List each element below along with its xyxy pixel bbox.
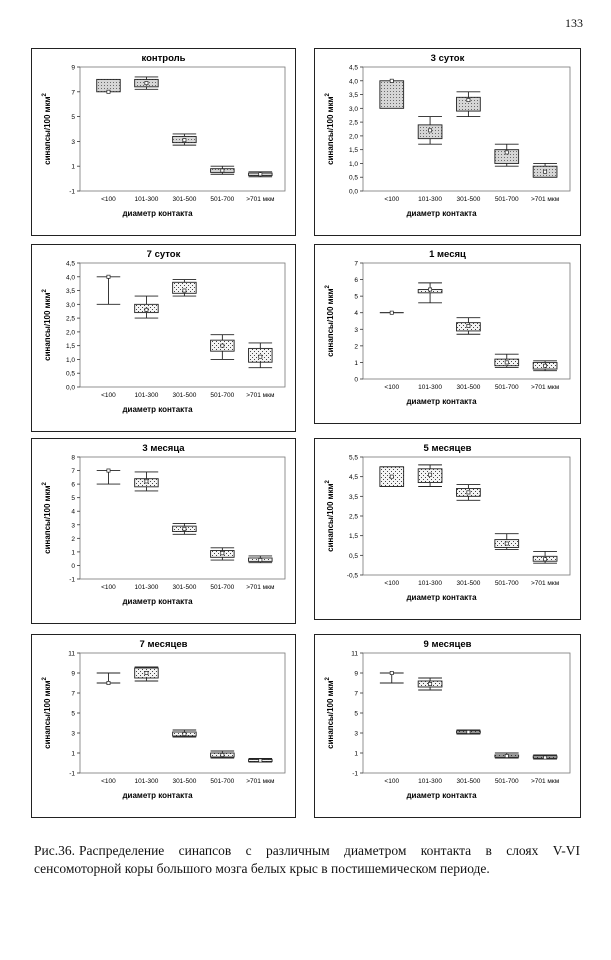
box-301-500	[457, 318, 481, 335]
box-100	[380, 79, 404, 108]
y-tick-label: 5	[354, 293, 358, 301]
y-tick-label: 7	[71, 468, 75, 476]
chart-title: контроль	[141, 53, 186, 64]
y-tick-label: 1,5	[348, 533, 358, 541]
median-marker	[145, 82, 148, 85]
y-tick-label: -1	[69, 576, 75, 584]
y-tick-label: 2	[71, 535, 75, 543]
median-marker	[390, 475, 393, 478]
box-501-700	[495, 144, 519, 166]
y-tick-label: 2,0	[65, 329, 75, 337]
x-tick-label: >701 мкм	[246, 392, 275, 399]
chart-title: 1 месяц	[429, 249, 466, 260]
x-axis-label: диаметр контакта	[122, 405, 193, 414]
y-tick-label: -1	[69, 770, 75, 778]
y-tick-label: 3,0	[65, 301, 75, 309]
y-tick-label: 4,0	[65, 274, 75, 282]
y-tick-label: 5,5	[348, 454, 358, 462]
chart-svg-4	[32, 439, 295, 623]
y-tick-label: 9	[71, 670, 75, 678]
x-tick-label: 101-300	[134, 584, 159, 591]
box-701-мкм	[533, 551, 557, 563]
y-tick-label: 1,5	[65, 343, 75, 351]
y-tick-label: 6	[71, 481, 75, 489]
median-marker	[107, 275, 110, 278]
median-marker	[467, 491, 470, 494]
y-tick-label: 7	[354, 690, 358, 698]
y-tick-label: -1	[352, 770, 358, 778]
chart-title: 3 суток	[430, 53, 465, 64]
chart-svg-2	[32, 245, 295, 431]
x-tick-label: >701 мкм	[246, 778, 275, 785]
y-axis-label: синапсы/100 мкм$^2$	[42, 289, 52, 361]
x-tick-label: 301-500	[456, 384, 481, 391]
y-axis-label: синапсы/100 мкм$^2$	[325, 480, 335, 552]
y-tick-label: 7	[71, 690, 75, 698]
median-marker	[543, 756, 546, 759]
box-101-300	[418, 678, 442, 690]
median-marker	[145, 671, 148, 674]
x-axis-label: диаметр контакта	[406, 397, 477, 406]
y-tick-label: 0,5	[348, 174, 358, 182]
box-100	[97, 79, 121, 93]
box-100	[97, 673, 121, 685]
y-tick-label: 3	[354, 730, 358, 738]
y-tick-label: 8	[71, 454, 75, 462]
y-axis-label-superscript: 2	[325, 93, 331, 97]
y-tick-label: 0,5	[348, 552, 358, 560]
box-100	[97, 275, 121, 304]
x-tick-label: 501-700	[210, 196, 235, 203]
y-axis-label-superscript: 2	[325, 285, 331, 289]
x-tick-label: 101-300	[418, 384, 443, 391]
y-tick-label: 1	[71, 750, 75, 758]
x-tick-label: 101-300	[418, 580, 443, 587]
median-marker	[145, 480, 148, 483]
figure-caption	[34, 842, 580, 878]
chart-svg-7	[315, 635, 580, 817]
x-tick-label: <100	[384, 580, 400, 587]
y-tick-label: 5	[71, 114, 75, 122]
x-tick-label: <100	[384, 778, 400, 785]
plot-frame	[80, 653, 285, 773]
median-marker	[183, 139, 186, 142]
x-tick-label: 101-300	[134, 778, 159, 785]
x-tick-label: 501-700	[494, 778, 519, 785]
box-701-мкм	[533, 755, 557, 759]
x-tick-label: 101-300	[418, 778, 443, 785]
median-marker	[505, 754, 508, 757]
y-tick-label: 1	[354, 359, 358, 367]
x-tick-label: 501-700	[494, 384, 519, 391]
y-tick-label: 2,5	[348, 513, 358, 521]
plot-frame	[80, 263, 285, 387]
x-tick-label: 301-500	[172, 778, 197, 785]
y-tick-label: 1,0	[65, 356, 75, 364]
chart-title: 5 месяцев	[423, 443, 472, 454]
chart-panel-9-months	[314, 634, 581, 818]
x-tick-label: >701 мкм	[530, 196, 560, 203]
y-axis-label: синапсы/100 мкм$^2$	[42, 93, 52, 165]
median-marker	[183, 289, 186, 292]
median-marker	[505, 542, 508, 545]
y-tick-label: 4,5	[348, 64, 358, 72]
y-tick-label: 0	[354, 376, 358, 384]
median-marker	[390, 311, 393, 314]
y-tick-label: 7	[71, 89, 75, 97]
y-tick-label: 6	[354, 277, 358, 285]
box-100	[97, 469, 121, 484]
box-701-мкм	[249, 172, 273, 177]
x-axis-label: диаметр контакта	[122, 597, 193, 606]
y-tick-label: 4,5	[65, 260, 75, 268]
box-501-700	[211, 335, 235, 360]
median-marker	[428, 129, 431, 132]
y-tick-label: -0,5	[346, 572, 358, 580]
chart-title: 9 месяцев	[423, 639, 472, 650]
y-tick-label: 9	[71, 64, 75, 72]
median-marker	[467, 324, 470, 327]
box-701-мкм	[249, 556, 273, 563]
figure-label: Рис.36.	[34, 843, 75, 858]
median-marker	[259, 558, 262, 561]
y-tick-label: 1	[71, 163, 75, 171]
x-tick-label: 301-500	[172, 392, 197, 399]
x-tick-label: 301-500	[456, 580, 481, 587]
median-marker	[259, 759, 262, 762]
x-tick-label: >701 мкм	[530, 778, 560, 785]
x-tick-label: 301-500	[456, 196, 481, 203]
x-tick-label: <100	[101, 196, 116, 203]
y-axis-label-superscript: 2	[42, 482, 48, 486]
y-axis-label-superscript: 2	[42, 289, 48, 293]
figure-caption-text: Распределение синапсов с различным диаметром контакта в слоях V-VI сенсомоторной коры большого мозга белых крыс в постишемическом периоде.	[34, 843, 580, 876]
y-tick-label: 1	[71, 549, 75, 557]
x-tick-label: <100	[101, 584, 116, 591]
page-number: 133	[565, 16, 583, 30]
y-tick-label: 4,0	[348, 78, 358, 86]
chart-panel-7-days	[31, 244, 296, 432]
box-301-500	[457, 485, 481, 501]
y-tick-label: 1	[354, 750, 358, 758]
box-301-500	[457, 730, 481, 734]
box-301-500	[173, 134, 197, 145]
median-marker	[390, 671, 393, 674]
y-axis-label: синапсы/100 мкм$^2$	[42, 482, 52, 554]
x-axis-label: диаметр контакта	[122, 209, 193, 218]
x-axis-label: диаметр контакта	[122, 791, 193, 800]
median-marker	[183, 732, 186, 735]
box-701-мкм	[533, 163, 557, 177]
x-tick-label: 301-500	[456, 778, 481, 785]
y-tick-label: 2,5	[348, 119, 358, 127]
y-tick-label: 4	[71, 508, 75, 516]
chart-panel-3-days	[314, 48, 581, 236]
box-301-500	[173, 523, 197, 534]
x-axis-label: диаметр контакта	[406, 209, 477, 218]
median-marker	[259, 355, 262, 358]
y-tick-label: 3,0	[348, 105, 358, 113]
y-tick-label: 5	[71, 710, 75, 718]
y-tick-label: 3	[354, 326, 358, 334]
x-tick-label: 101-300	[134, 196, 159, 203]
y-tick-label: 1,0	[348, 160, 358, 168]
median-marker	[543, 364, 546, 367]
chart-panel-3-months	[31, 438, 296, 624]
chart-svg-3	[315, 245, 580, 423]
y-tick-label: 0,5	[65, 370, 75, 378]
y-axis-label-superscript: 2	[42, 677, 48, 681]
x-tick-label: 301-500	[172, 584, 197, 591]
y-tick-label: -1	[69, 188, 75, 196]
y-tick-label: 5	[354, 710, 358, 718]
chart-title: 7 месяцев	[139, 639, 188, 650]
box-101-300	[418, 283, 442, 303]
y-axis-label-superscript: 2	[325, 677, 331, 681]
x-tick-label: >701 мкм	[530, 384, 560, 391]
chart-svg-6	[32, 635, 295, 817]
y-tick-label: 11	[68, 650, 75, 658]
chart-panel-5-months	[314, 438, 581, 620]
x-tick-label: 501-700	[494, 580, 519, 587]
chart-svg-0	[32, 49, 295, 235]
y-tick-label: 3	[71, 730, 75, 738]
y-axis-label: синапсы/100 мкм$^2$	[42, 677, 52, 749]
y-tick-label: 4	[354, 310, 358, 318]
y-tick-label: 0,0	[348, 188, 358, 196]
chart-title: 3 месяца	[142, 443, 185, 454]
box-101-300	[135, 77, 159, 89]
x-tick-label: <100	[101, 392, 116, 399]
y-tick-label: 3	[71, 522, 75, 530]
y-tick-label: 1,5	[348, 147, 358, 155]
box-501-700	[495, 354, 519, 367]
box-301-500	[173, 280, 197, 297]
median-marker	[428, 288, 431, 291]
box-100	[380, 467, 404, 487]
box-501-700	[211, 166, 235, 174]
median-marker	[107, 681, 110, 684]
box-701-мкм	[249, 343, 273, 368]
median-marker	[505, 151, 508, 154]
x-axis-label: диаметр контакта	[406, 791, 477, 800]
median-marker	[505, 361, 508, 364]
box-501-700	[211, 751, 235, 758]
box-501-700	[495, 753, 519, 758]
y-tick-label: 11	[351, 650, 358, 658]
box-100	[380, 311, 404, 314]
y-tick-label: 2,0	[348, 133, 358, 141]
median-marker	[221, 169, 224, 172]
y-tick-label: 3	[71, 138, 75, 146]
x-tick-label: <100	[384, 196, 400, 203]
y-tick-label: 2	[354, 343, 358, 351]
y-tick-label: 2,5	[65, 315, 75, 323]
y-axis-label-superscript: 2	[42, 93, 48, 97]
x-tick-label: 501-700	[210, 392, 235, 399]
box-100	[380, 671, 404, 683]
box-301-500	[457, 92, 481, 117]
x-tick-label: 501-700	[210, 778, 235, 785]
x-tick-label: >701 мкм	[530, 580, 560, 587]
median-marker	[259, 173, 262, 176]
chart-panel-7-months	[31, 634, 296, 818]
y-tick-label: 3,5	[65, 288, 75, 296]
box-501-700	[211, 548, 235, 560]
box-301-500	[173, 730, 197, 737]
y-axis-label-superscript: 2	[325, 480, 331, 484]
x-tick-label: >701 мкм	[246, 196, 275, 203]
x-tick-label: <100	[101, 778, 116, 785]
y-tick-label: 5	[71, 495, 75, 503]
box-101-300	[135, 472, 159, 491]
x-tick-label: >701 мкм	[246, 584, 275, 591]
chart-svg-1	[315, 49, 580, 235]
median-marker	[467, 730, 470, 733]
x-tick-label: 501-700	[494, 196, 519, 203]
median-marker	[467, 98, 470, 101]
box-501-700	[495, 534, 519, 550]
y-tick-label: 9	[354, 670, 358, 678]
median-marker	[145, 308, 148, 311]
median-marker	[428, 473, 431, 476]
y-tick-label: 3,5	[348, 493, 358, 501]
median-marker	[390, 79, 393, 82]
box-101-300	[418, 117, 442, 145]
chart-title: 7 суток	[146, 249, 181, 260]
x-tick-label: 301-500	[172, 196, 197, 203]
box-rect	[380, 81, 404, 109]
x-tick-label: <100	[384, 384, 400, 391]
box-101-300	[135, 667, 159, 681]
y-tick-label: 0	[71, 562, 75, 570]
y-axis-label: синапсы/100 мкм$^2$	[325, 677, 335, 749]
y-tick-label: 3,5	[348, 92, 358, 100]
x-tick-label: 101-300	[418, 196, 443, 203]
median-marker	[428, 682, 431, 685]
plot-frame	[363, 263, 570, 379]
median-marker	[543, 558, 546, 561]
median-marker	[107, 90, 110, 93]
chart-panel-control	[31, 48, 296, 236]
median-marker	[107, 469, 110, 472]
x-tick-label: 101-300	[134, 392, 159, 399]
x-axis-label: диаметр контакта	[406, 593, 477, 602]
y-tick-label: 4,5	[348, 474, 358, 482]
x-tick-label: 501-700	[210, 584, 235, 591]
median-marker	[221, 344, 224, 347]
chart-svg-5	[315, 439, 580, 619]
box-101-300	[418, 465, 442, 487]
y-axis-label: синапсы/100 мкм$^2$	[325, 285, 335, 357]
median-marker	[543, 170, 546, 173]
y-tick-label: 0,0	[65, 384, 75, 392]
median-marker	[221, 753, 224, 756]
box-101-300	[135, 296, 159, 318]
median-marker	[221, 552, 224, 555]
y-tick-label: 7	[354, 260, 358, 268]
y-axis-label: синапсы/100 мкм$^2$	[325, 93, 335, 165]
box-701-мкм	[249, 759, 273, 763]
median-marker	[183, 527, 186, 530]
chart-panel-1-month	[314, 244, 581, 424]
box-701-мкм	[533, 361, 557, 371]
